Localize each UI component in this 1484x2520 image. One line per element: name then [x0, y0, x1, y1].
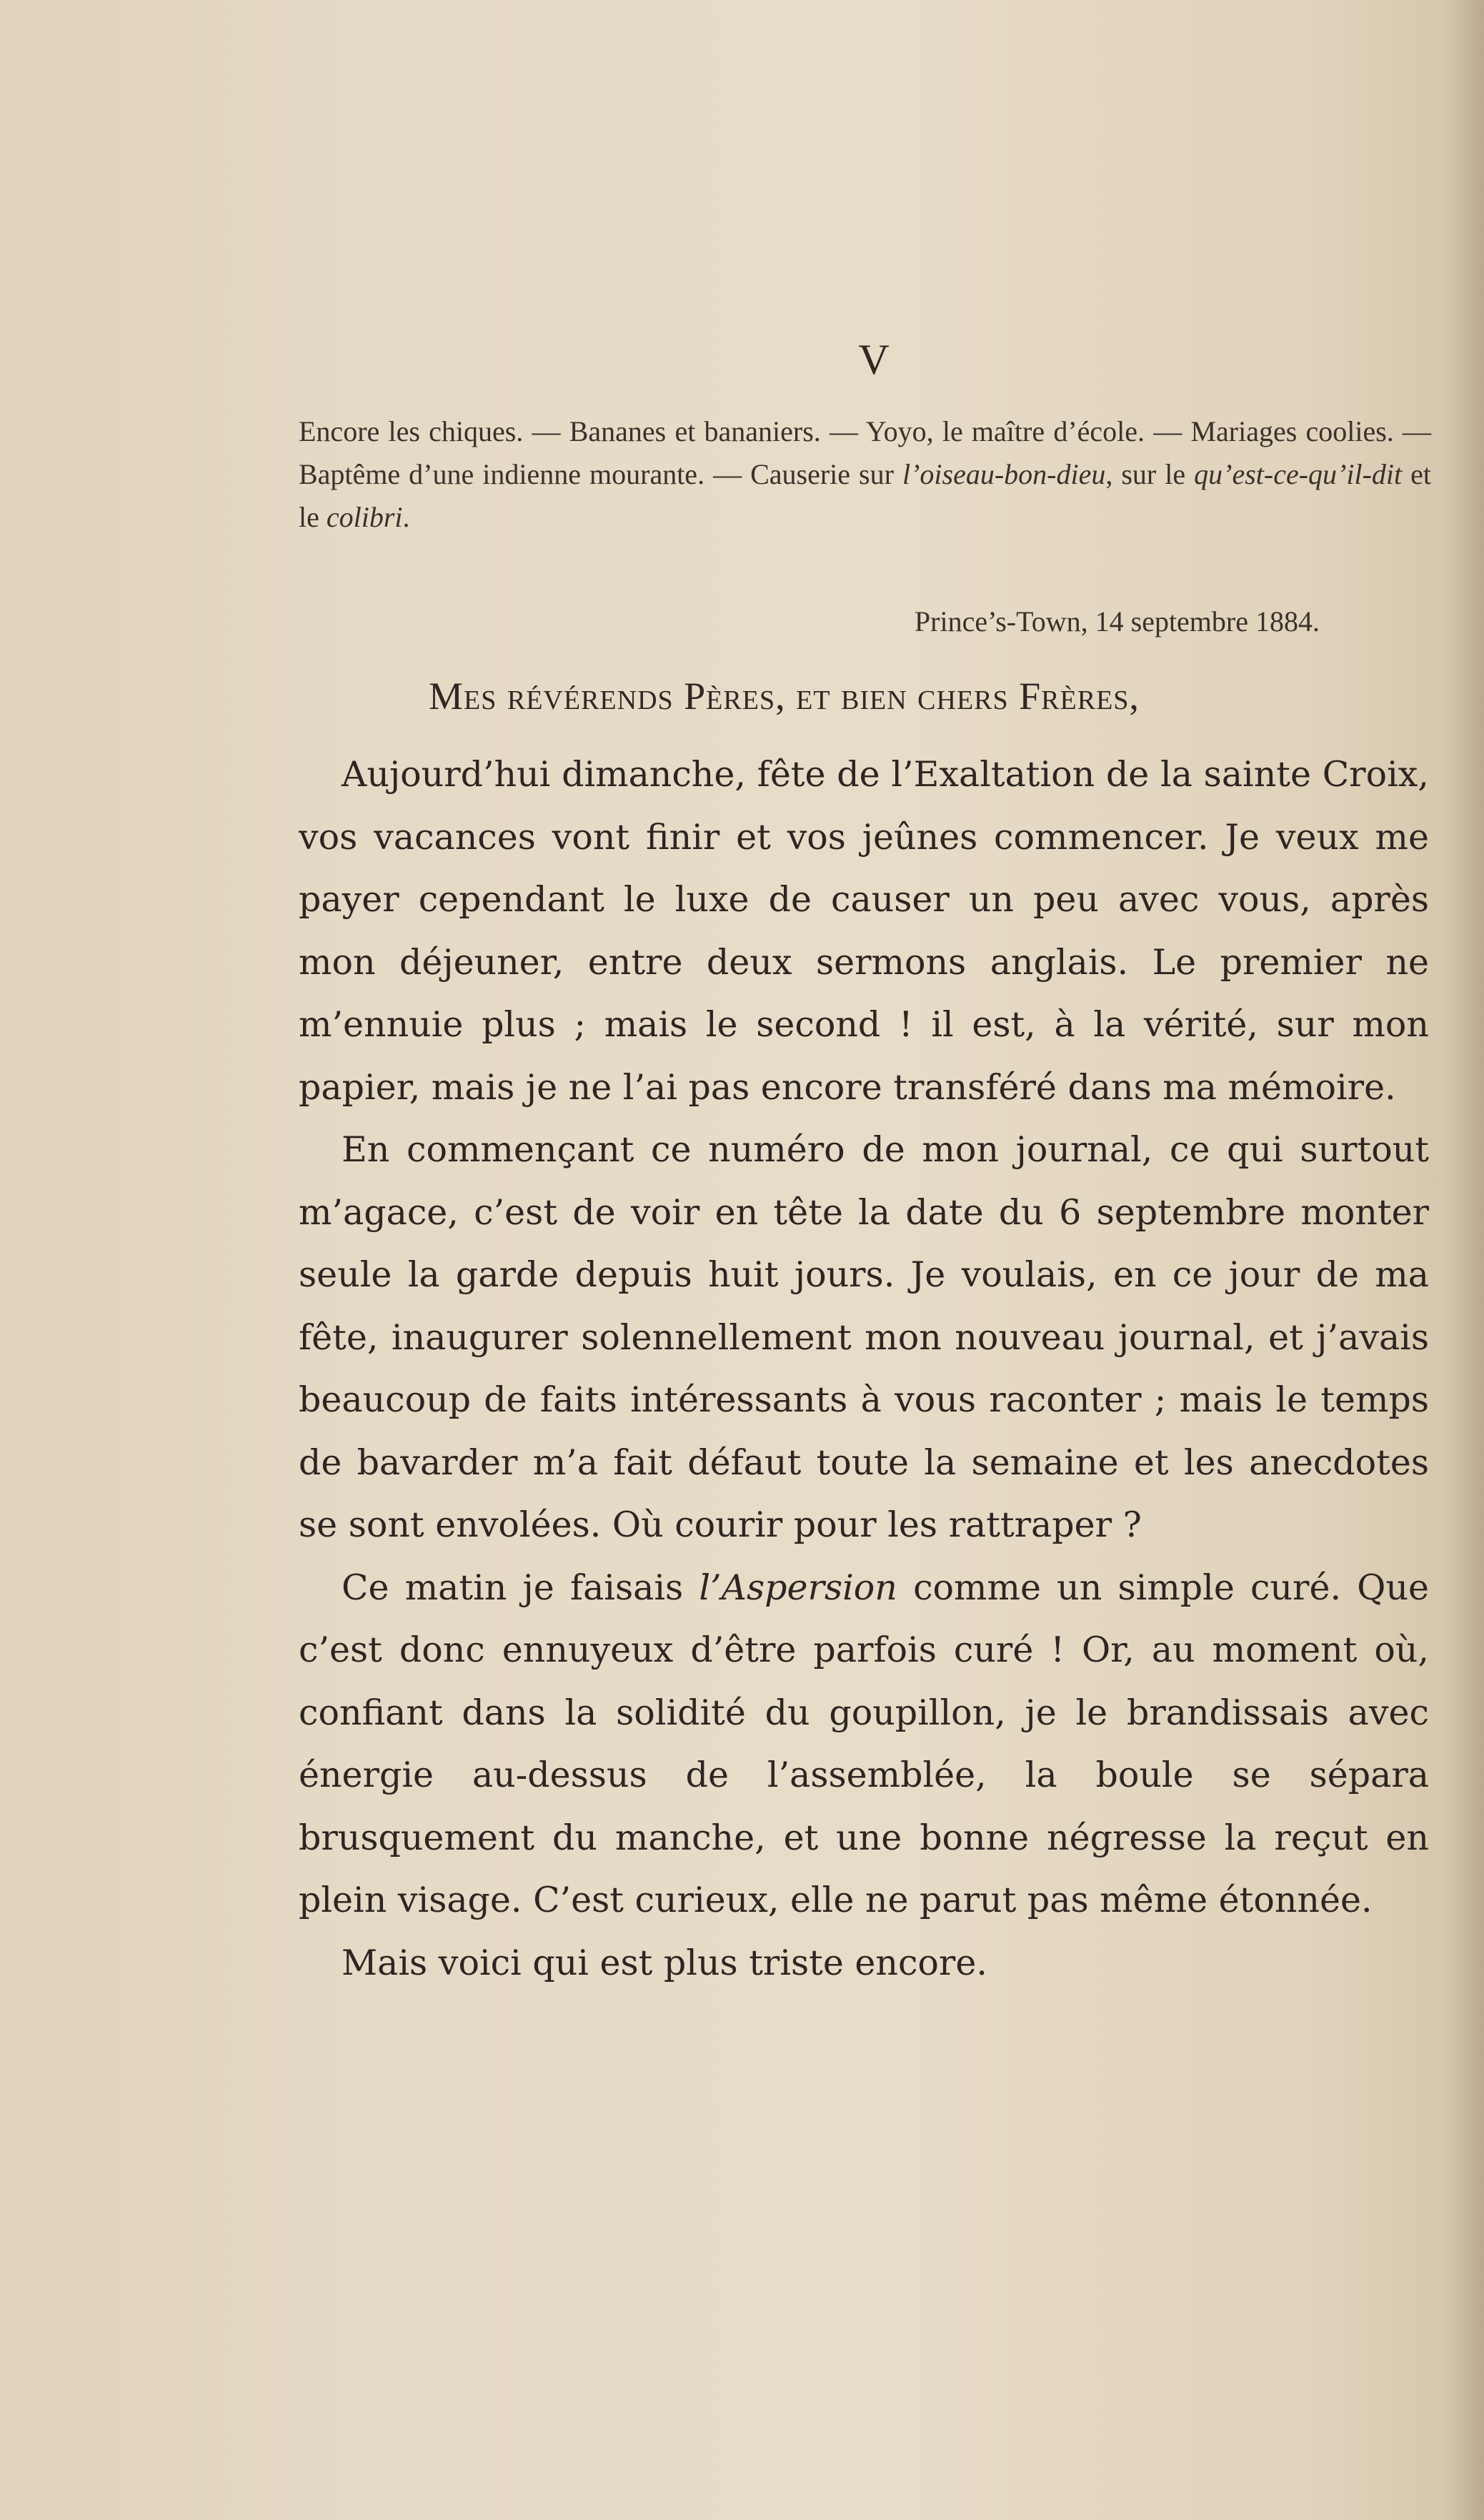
- summary-separator: et le: [299, 458, 1432, 533]
- paragraph-text: comme un simple curé. Que c’est donc ennuyeux d’être parfois curé ! Or, au moment où, confiant dans la solidité du goupillon, je le brandissais avec énergie au-dessus de l’assemblée, la boule se sépara brusquement du manche, et une bonne négresse la reçut en plein visage. C’est curieux, elle ne parut pas même étonnée.: [299, 1567, 1429, 1920]
- summary-term-questcequildit: qu’est-ce-qu’il-dit: [1194, 458, 1403, 490]
- summary-separator: , sur le: [1105, 458, 1195, 490]
- summary-term-oiseau: l’oiseau-bon-dieu: [902, 458, 1106, 490]
- summary-end: .: [402, 501, 410, 533]
- paragraph-italic-term: l’Aspersion: [699, 1567, 897, 1608]
- paragraph: Aujourd’hui dimanche, fête de l’Exaltation de la sainte Croix, vos vacances vont finir et vos jeûnes commencer. Je veux me payer cependant le luxe de causer un peu avec vous, après mon déjeuner, entre deux sermons anglais. Le premier ne m’ennuie plus ; mais le second ! il est, à la vérité, sur mon papier, mais je ne l’ai pas encore transféré dans ma mémoire.: [299, 754, 1429, 1108]
- paragraph-text: Ce matin je faisais: [342, 1567, 699, 1608]
- paragraph: En commençant ce numéro de mon journal, ce qui surtout m’agace, c’est de voir en tête la date du 6 septembre monter seule la garde depuis huit jours. Je voulais, en ce jour de ma fête, inaugurer solennellement mon nouveau journal, et j’avais beaucoup de faits intéressants à vous raconter ; mais le temps de bavarder m’a fait défaut toute la semaine et les anecdotes se sont envolées. Où courir pour les rattraper ?: [299, 1129, 1429, 1545]
- paragraph: Mais voici qui est plus triste encore.: [342, 1942, 987, 1983]
- letter-dateline: Prince’s-Town, 14 septembre 1884.: [914, 605, 1320, 638]
- summary-term-colibri: colibri: [326, 501, 403, 533]
- page-gutter-shadow: [1445, 0, 1484, 2520]
- chapter-number: V: [858, 336, 890, 383]
- summary-text: Encore les chiques. — Bananes et bananiers. — Yoyo, le maître d’école. — Mariages coolies. — Baptême d’une indienne mourante. — Causerie sur: [299, 415, 1431, 490]
- chapter-summary: [299, 410, 1431, 539]
- letter-body: [299, 743, 1429, 1994]
- paragraph: [299, 1557, 1429, 1932]
- letter-salutation: Mes révérends Pères, et bien chers Frères,: [429, 675, 1140, 718]
